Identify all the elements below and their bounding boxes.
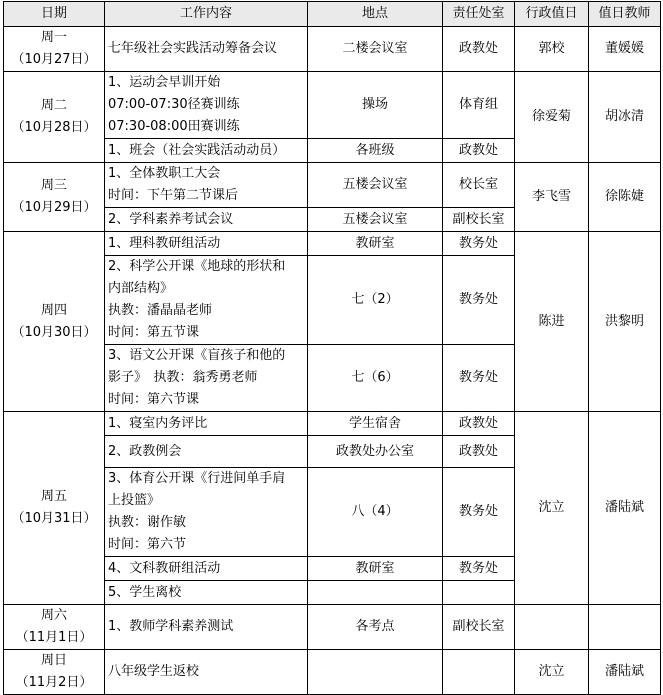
place-cell: 学生宿舍 xyxy=(308,412,443,436)
admin-cell: 沈立 xyxy=(515,412,589,605)
content-line: 时间：第六节 xyxy=(108,537,187,552)
place-cell: 七（6） xyxy=(308,345,443,412)
place-cell: 二楼会议室 xyxy=(308,27,443,72)
day-date: （10月29日） xyxy=(11,200,97,215)
dept-cell: 政教处 xyxy=(443,436,515,468)
content-line: 时间：第六节课 xyxy=(108,392,200,407)
teacher-cell: 潘陆斌 xyxy=(589,412,661,605)
place-cell xyxy=(308,581,443,605)
header-teacher: 值日教师 xyxy=(589,2,661,27)
content-line: 1、运动会早训开始 xyxy=(108,75,221,90)
friday-row-1 xyxy=(4,412,661,436)
content-line: 07:00-07:30径赛训练 xyxy=(108,97,240,112)
day-date: （10月28日） xyxy=(11,120,97,135)
place-cell: 教研室 xyxy=(308,557,443,581)
content-line: 2、科学公开课《地球的形状和 xyxy=(108,259,286,274)
dept-cell: 副校长室 xyxy=(443,208,515,232)
content-cell xyxy=(105,256,308,345)
thursday-row-1 xyxy=(4,232,661,256)
dept-cell: 教务处 xyxy=(443,256,515,345)
content-cell xyxy=(105,72,308,139)
header-place: 地点 xyxy=(308,2,443,27)
header-content: 工作内容 xyxy=(105,2,308,27)
admin-cell: 沈立 xyxy=(515,650,589,695)
content-line: 时间：下午第二节课后 xyxy=(108,188,239,203)
dept-cell: 政教处 xyxy=(443,27,515,72)
sunday-row xyxy=(4,650,661,695)
content-cell: 2、学科素养考试会议 xyxy=(105,208,308,232)
teacher-cell: 潘陆斌 xyxy=(589,650,661,695)
day-cell-friday xyxy=(4,412,105,605)
content-line: 1、全体教职工大会 xyxy=(108,166,221,181)
content-line: 执教：潘晶晶老师 xyxy=(108,303,213,318)
content-cell: 5、学生离校 xyxy=(105,581,308,605)
dept-cell xyxy=(443,581,515,605)
dept-cell: 教务处 xyxy=(443,468,515,557)
content-line: 07:30-08:00田赛训练 xyxy=(108,119,240,134)
place-cell: 政教处办公室 xyxy=(308,436,443,468)
admin-cell: 陈进 xyxy=(515,232,589,412)
place-cell: 各班级 xyxy=(308,139,443,163)
day-name: 周四 xyxy=(40,302,67,318)
place-cell xyxy=(308,650,443,695)
content-cell: 八年级学生返校 xyxy=(105,650,308,695)
day-cell-saturday xyxy=(4,605,105,650)
content-cell: 1、教师学科素养测试 xyxy=(105,605,308,650)
place-cell: 七（2） xyxy=(308,256,443,345)
place-cell: 教研室 xyxy=(308,232,443,256)
content-line: 上投篮》 xyxy=(108,493,161,508)
header-dept: 责任处室 xyxy=(443,2,515,27)
admin-cell: 李飞雪 xyxy=(515,163,589,232)
day-cell-tuesday xyxy=(4,72,105,163)
dept-cell: 教务处 xyxy=(443,557,515,581)
place-cell: 八（4） xyxy=(308,468,443,557)
day-date: （10月30日） xyxy=(11,324,97,340)
content-cell: 4、文科教研组活动 xyxy=(105,557,308,581)
day-name: 周日 xyxy=(40,653,67,668)
content-line: 3、体育公开课《行进间单手肩 xyxy=(108,471,286,486)
dept-cell: 体育组 xyxy=(443,72,515,139)
header-date: 日期 xyxy=(4,2,105,27)
admin-cell xyxy=(515,605,589,650)
day-name: 周三 xyxy=(40,178,67,193)
content-cell: 1、班会（社会实践活动动员） xyxy=(105,139,308,163)
place-cell: 各考点 xyxy=(308,605,443,650)
monday-row xyxy=(4,27,661,72)
content-cell: 1、寝室内务评比 xyxy=(105,412,308,436)
teacher-cell: 董媛媛 xyxy=(589,27,661,72)
dept-cell: 教务处 xyxy=(443,232,515,256)
day-name: 周二 xyxy=(40,98,67,113)
place-cell: 操场 xyxy=(308,72,443,139)
header-admin: 行政值日 xyxy=(515,2,589,27)
content-line: 内部结构》 xyxy=(108,281,174,296)
day-cell-monday xyxy=(4,27,105,72)
content-cell xyxy=(105,163,308,208)
dept-cell: 教务处 xyxy=(443,345,515,412)
teacher-cell xyxy=(589,605,661,650)
day-name: 周六 xyxy=(40,608,67,623)
day-name: 周五 xyxy=(40,489,67,504)
dept-cell: 校长室 xyxy=(443,163,515,208)
saturday-row xyxy=(4,605,661,650)
day-name: 周一 xyxy=(40,30,67,45)
teacher-cell: 徐陈婕 xyxy=(589,163,661,232)
place-cell: 五楼会议室 xyxy=(308,208,443,232)
content-cell xyxy=(105,345,308,412)
dept-cell: 副校长室 xyxy=(443,605,515,650)
dept-cell xyxy=(443,650,515,695)
content-cell: 七年级社会实践活动筹备会议 xyxy=(105,27,308,72)
content-cell: 2、政教例会 xyxy=(105,436,308,468)
day-date: （11月2日） xyxy=(15,675,93,690)
admin-cell: 郭校 xyxy=(515,27,589,72)
dept-cell: 政教处 xyxy=(443,412,515,436)
admin-cell: 徐爱菊 xyxy=(515,72,589,163)
teacher-cell: 胡冰清 xyxy=(589,72,661,163)
duty-schedule-table xyxy=(3,1,661,695)
day-cell-sunday xyxy=(4,650,105,695)
day-cell-wednesday xyxy=(4,163,105,232)
content-cell xyxy=(105,468,308,557)
content-cell: 1、理科教研组活动 xyxy=(105,232,308,256)
header-row xyxy=(4,2,661,27)
content-line: 3、语文公开课《盲孩子和他的 xyxy=(108,348,286,363)
wednesday-row-1 xyxy=(4,163,661,208)
day-date: （10月27日） xyxy=(11,52,97,67)
place-cell: 五楼会议室 xyxy=(308,163,443,208)
content-line: 影子》 执教：翁秀勇老师 xyxy=(108,370,258,385)
day-cell-thursday xyxy=(4,232,105,412)
tuesday-row-1 xyxy=(4,72,661,139)
teacher-cell: 洪黎明 xyxy=(589,232,661,412)
day-date: （10月31日） xyxy=(11,511,97,526)
content-line: 执教：谢作敏 xyxy=(108,515,187,530)
day-date: （11月1日） xyxy=(15,630,93,645)
content-line: 时间：第五节课 xyxy=(108,325,200,340)
dept-cell: 政教处 xyxy=(443,139,515,163)
